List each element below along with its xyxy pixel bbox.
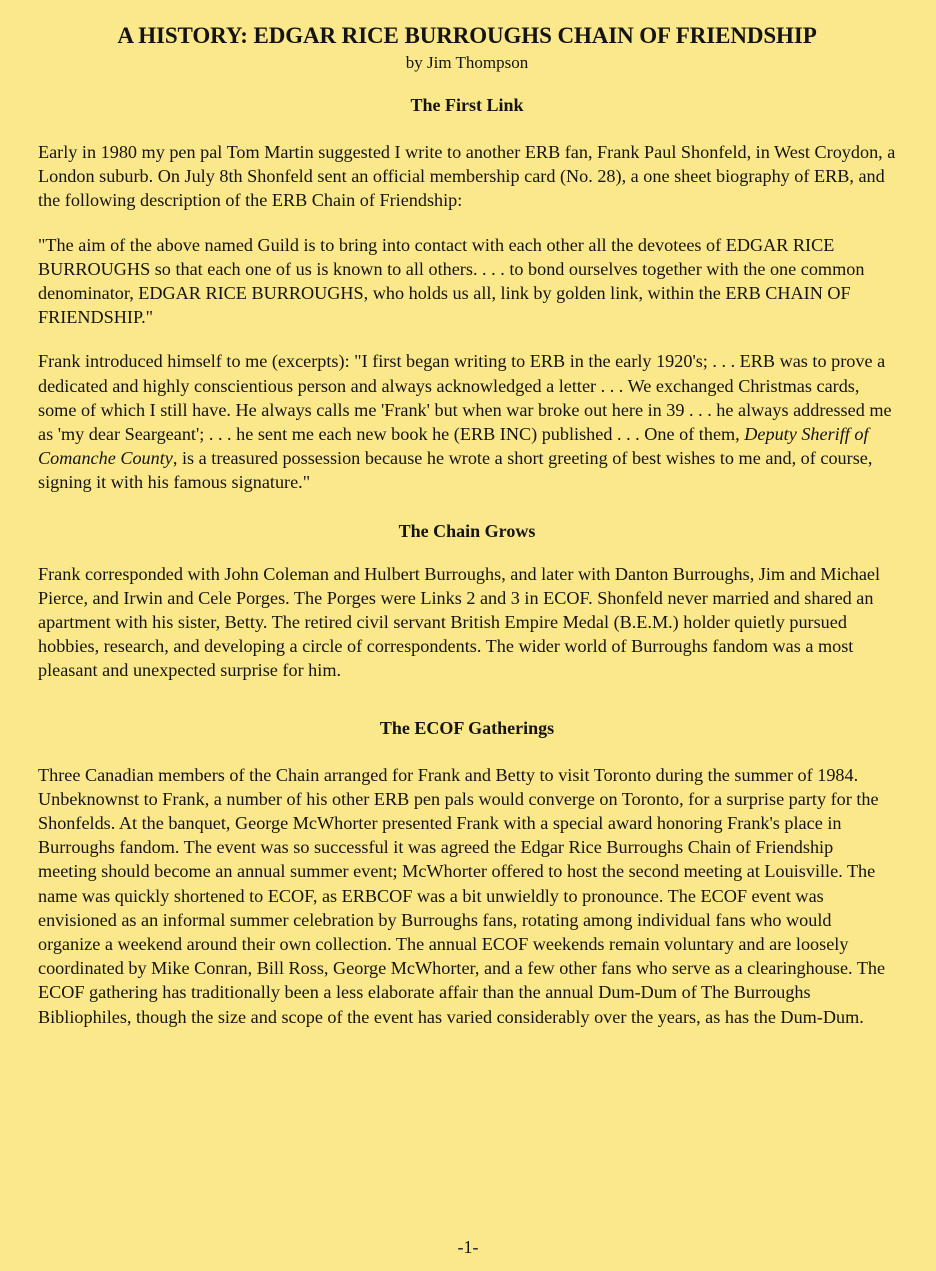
- paragraph-text: Frank introduced himself to me (excerpts): "I first began writing to ERB in the early 1920's; . . . ERB was to prove a dedicated and highly conscientious person and always acknowledged a letter . . . We exchanged Christmas cards, some of which I still have. He always calls me 'Frank' but when war broke out here in 39 . . . he always addressed me as 'my dear Seargeant'; . . . he sent me each new book he (ERB INC) published . . . One of them,: [38, 351, 892, 445]
- author-byline: by Jim Thompson: [405, 53, 529, 72]
- paragraph: Early in 1980 my pen pal Tom Martin suggested I write to another ERB fan, Frank Paul Shonfeld, in West Croydon, a London suburb. On July 8th Shonfeld sent an official membership card (No. 28), a one sheet biography of ERB, and the following description of the ERB Chain of Friendship:: [38, 142, 896, 211]
- document-title: A HISTORY: EDGAR RICE BURROUGHS CHAIN OF FRIENDSHIP: [117, 23, 817, 48]
- section-heading-first-link: The First Link: [410, 95, 524, 115]
- page-number: -1-: [457, 1237, 479, 1257]
- book-title: Deputy Sheriff of Comanche County: [38, 424, 869, 469]
- quote-paragraph: "The aim of the above named Guild is to bring into contact with each other all the devotees of EDGAR RICE BURROUGHS so that each one of us is known to all others. . . . to bond ourselves together with the one common denominator, EDGAR RICE BURROUGHS, who holds us all, link by golden link, within the ERB CHAIN OF FRIENDSHIP.": [38, 234, 865, 328]
- section-heading-ecof-gatherings: The ECOF Gatherings: [379, 717, 555, 738]
- paragraph: Frank corresponded with John Coleman and Hulbert Burroughs, and later with Danton Burroughs, Jim and Michael Pierce, and Irwin and Cele Porges. The Porges were Links 2 and 3 in ECOF. Shonfeld never married and shared an apartment with his sister, Betty. The retired civil servant British Empire Medal (B.E.M.) holder quietly pursued hobbies, research, and developing a circle of correspondents. The wider world of Burroughs fandom was a most pleasant and unexpected surprise for him.: [38, 563, 881, 681]
- paragraph-text: , is a treasured possession because he wrote a short greeting of best wishes to me and, of course, signing it with his famous signature.": [38, 448, 873, 493]
- paragraph: Three Canadian members of the Chain arranged for Frank and Betty to visit Toronto during the summer of 1984. Unbeknownst to Frank, a number of his other ERB pen pals would converge on Toronto, for a surprise party for the Shonfelds. At the banquet, George McWhorter presented Frank with a special award honoring Frank's place in Burroughs fandom. The event was so successful it was agreed the Edgar Rice Burroughs Chain of Friendship meeting should become an annual summer event; McWhorter offered to host the second meeting at Louisville. The name was quickly shortened to ECOF, as ERBCOF was a bit unwieldly to pronounce. The ECOF event was envisioned as an informal summer celebration by Burroughs fans, rotating among individual fans who would organize a weekend around their own collection. The annual ECOF weekends remain voluntary and are loosely coordinated by Mike Conran, Bill Ross, George McWhorter, and a few other fans who serve as a clearinghouse. The ECOF gathering has traditionally been a less elaborate affair than the annual Dum-Dum of The Burroughs Bibliophiles, though the size and scope of the event has varied considerably over the years, as has the Dum-Dum.: [38, 764, 886, 1027]
- section-heading-chain-grows: The Chain Grows: [398, 520, 536, 541]
- paragraph: [38, 349, 896, 494]
